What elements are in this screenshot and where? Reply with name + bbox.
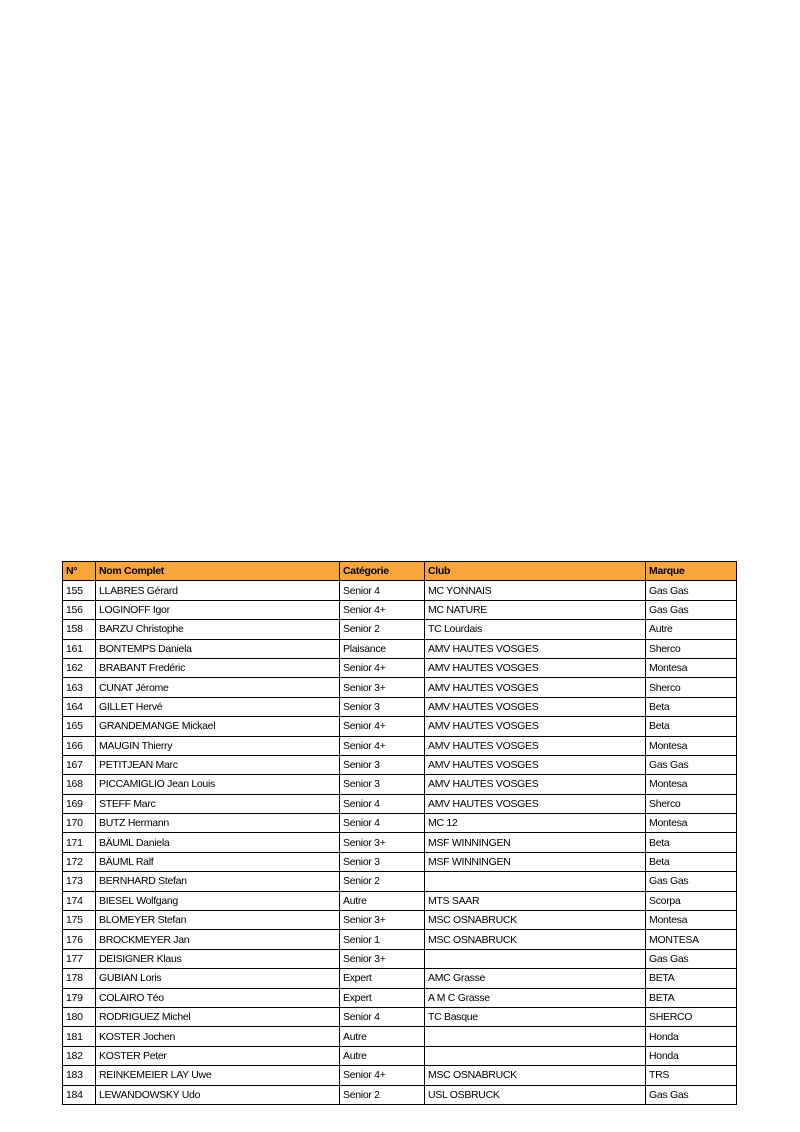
- table-row: [63, 658, 737, 677]
- cell-full-name: BUTZ Hermann: [96, 814, 340, 833]
- cell-category: Senior 4+: [340, 736, 425, 755]
- table-row: [63, 717, 737, 736]
- cell-club: AMV HAUTES VOSGES: [425, 717, 646, 736]
- cell-number: 173: [63, 872, 96, 891]
- cell-category: Senior 4: [340, 794, 425, 813]
- cell-brand: Scorpa: [646, 891, 737, 910]
- cell-category: Senior 4+: [340, 717, 425, 736]
- table-row: [63, 775, 737, 794]
- cell-club: AMV HAUTES VOSGES: [425, 678, 646, 697]
- cell-club: MSF WINNINGEN: [425, 852, 646, 871]
- cell-club: [425, 1046, 646, 1065]
- table-row: [63, 833, 737, 852]
- cell-number: 183: [63, 1066, 96, 1085]
- cell-full-name: REINKEMEIER LAY Uwe: [96, 1066, 340, 1085]
- cell-club: [425, 872, 646, 891]
- cell-number: 167: [63, 755, 96, 774]
- cell-category: Expert: [340, 988, 425, 1007]
- cell-club: AMV HAUTES VOSGES: [425, 775, 646, 794]
- cell-club: A M C Grasse: [425, 988, 646, 1007]
- cell-brand: SHERCO: [646, 1007, 737, 1026]
- cell-club: AMV HAUTES VOSGES: [425, 697, 646, 716]
- table-row: [63, 794, 737, 813]
- cell-club: AMV HAUTES VOSGES: [425, 639, 646, 658]
- cell-club: AMC Grasse: [425, 969, 646, 988]
- cell-full-name: LEWANDOWSKY Udo: [96, 1085, 340, 1104]
- cell-brand: Gas Gas: [646, 1085, 737, 1104]
- cell-category: Senior 3+: [340, 949, 425, 968]
- cell-full-name: BÄUML Daniela: [96, 833, 340, 852]
- cell-number: 163: [63, 678, 96, 697]
- cell-number: 171: [63, 833, 96, 852]
- cell-number: 184: [63, 1085, 96, 1104]
- cell-brand: Sherco: [646, 678, 737, 697]
- cell-category: Autre: [340, 891, 425, 910]
- cell-full-name: BLOMEYER Stefan: [96, 911, 340, 930]
- cell-club: MC YONNAIS: [425, 581, 646, 600]
- cell-number: 179: [63, 988, 96, 1007]
- cell-number: 176: [63, 930, 96, 949]
- cell-category: Senior 3+: [340, 911, 425, 930]
- cell-club: AMV HAUTES VOSGES: [425, 736, 646, 755]
- cell-full-name: COLAIRO Téo: [96, 988, 340, 1007]
- cell-brand: Autre: [646, 620, 737, 639]
- cell-club: [425, 949, 646, 968]
- cell-brand: Honda: [646, 1027, 737, 1046]
- table-row: [63, 1027, 737, 1046]
- header-number: N°: [63, 562, 96, 581]
- cell-category: Autre: [340, 1027, 425, 1046]
- cell-brand: Beta: [646, 833, 737, 852]
- cell-club: USL OSBRUCK: [425, 1085, 646, 1104]
- cell-number: 166: [63, 736, 96, 755]
- cell-brand: Beta: [646, 717, 737, 736]
- cell-category: Senior 4: [340, 1007, 425, 1026]
- table-row: [63, 930, 737, 949]
- table-row: [63, 755, 737, 774]
- table-row: [63, 872, 737, 891]
- cell-club: MSC OSNABRUCK: [425, 1066, 646, 1085]
- header-club: Club: [425, 562, 646, 581]
- cell-number: 180: [63, 1007, 96, 1026]
- cell-full-name: BONTEMPS Daniela: [96, 639, 340, 658]
- cell-number: 164: [63, 697, 96, 716]
- table-row: [63, 988, 737, 1007]
- table-body: [63, 581, 737, 1105]
- cell-club: MC 12: [425, 814, 646, 833]
- cell-club: MTS SAAR: [425, 891, 646, 910]
- cell-brand: Montesa: [646, 736, 737, 755]
- cell-brand: Montesa: [646, 911, 737, 930]
- cell-number: 161: [63, 639, 96, 658]
- cell-full-name: KOSTER Jochen: [96, 1027, 340, 1046]
- cell-brand: Beta: [646, 697, 737, 716]
- cell-full-name: LLABRES Gérard: [96, 581, 340, 600]
- cell-brand: Beta: [646, 852, 737, 871]
- cell-full-name: LOGINOFF Igor: [96, 600, 340, 619]
- table-row: [63, 1007, 737, 1026]
- cell-brand: Montesa: [646, 658, 737, 677]
- cell-category: Senior 3+: [340, 833, 425, 852]
- cell-number: 177: [63, 949, 96, 968]
- cell-category: Senior 4+: [340, 1066, 425, 1085]
- cell-full-name: BARZU Christophe: [96, 620, 340, 639]
- cell-full-name: GUBIAN Loris: [96, 969, 340, 988]
- participants-table: [62, 561, 737, 1105]
- cell-full-name: GRANDEMANGE Mickael: [96, 717, 340, 736]
- cell-number: 178: [63, 969, 96, 988]
- cell-number: 170: [63, 814, 96, 833]
- cell-brand: Gas Gas: [646, 755, 737, 774]
- cell-club: TC Lourdais: [425, 620, 646, 639]
- cell-brand: Gas Gas: [646, 949, 737, 968]
- cell-category: Senior 2: [340, 1085, 425, 1104]
- cell-full-name: PETITJEAN Marc: [96, 755, 340, 774]
- table-row: [63, 852, 737, 871]
- table-row: [63, 678, 737, 697]
- participants-table-container: [62, 561, 736, 1101]
- cell-full-name: RODRIGUEZ Michel: [96, 1007, 340, 1026]
- cell-brand: BETA: [646, 988, 737, 1007]
- table-row: [63, 891, 737, 910]
- header-full-name: Nom Complet: [96, 562, 340, 581]
- table-header-row: [63, 562, 737, 581]
- cell-full-name: BRABANT Fredéric: [96, 658, 340, 677]
- table-row: [63, 814, 737, 833]
- cell-category: Senior 3: [340, 755, 425, 774]
- table-row: [63, 736, 737, 755]
- cell-club: AMV HAUTES VOSGES: [425, 755, 646, 774]
- cell-category: Senior 3: [340, 852, 425, 871]
- cell-full-name: BÄUML Ralf: [96, 852, 340, 871]
- table-row: [63, 581, 737, 600]
- cell-full-name: MAUGIN Thierry: [96, 736, 340, 755]
- cell-full-name: KOSTER Peter: [96, 1046, 340, 1065]
- cell-number: 175: [63, 911, 96, 930]
- cell-category: Senior 3: [340, 775, 425, 794]
- cell-full-name: BERNHARD Stefan: [96, 872, 340, 891]
- cell-brand: Sherco: [646, 639, 737, 658]
- cell-brand: Gas Gas: [646, 600, 737, 619]
- cell-full-name: GILLET Hervé: [96, 697, 340, 716]
- cell-number: 182: [63, 1046, 96, 1065]
- cell-number: 174: [63, 891, 96, 910]
- cell-number: 181: [63, 1027, 96, 1046]
- cell-full-name: PICCAMIGLIO Jean Louis: [96, 775, 340, 794]
- cell-category: Plaisance: [340, 639, 425, 658]
- cell-club: AMV HAUTES VOSGES: [425, 794, 646, 813]
- cell-category: Expert: [340, 969, 425, 988]
- cell-number: 168: [63, 775, 96, 794]
- cell-brand: Honda: [646, 1046, 737, 1065]
- cell-number: 169: [63, 794, 96, 813]
- cell-club: MSC OSNABRUCK: [425, 911, 646, 930]
- cell-category: Senior 4: [340, 581, 425, 600]
- cell-brand: Montesa: [646, 814, 737, 833]
- table-row: [63, 620, 737, 639]
- table-row: [63, 697, 737, 716]
- cell-number: 165: [63, 717, 96, 736]
- header-brand: Marque: [646, 562, 737, 581]
- cell-category: Senior 4+: [340, 658, 425, 677]
- cell-full-name: CUNAT Jérome: [96, 678, 340, 697]
- cell-brand: TRS: [646, 1066, 737, 1085]
- cell-category: Senior 4: [340, 814, 425, 833]
- table-row: [63, 639, 737, 658]
- cell-brand: Gas Gas: [646, 581, 737, 600]
- table-row: [63, 1066, 737, 1085]
- cell-brand: MONTESA: [646, 930, 737, 949]
- cell-category: Senior 3+: [340, 678, 425, 697]
- cell-category: Senior 3: [340, 697, 425, 716]
- cell-full-name: STEFF Marc: [96, 794, 340, 813]
- header-category: Catégorie: [340, 562, 425, 581]
- cell-club: MSF WINNINGEN: [425, 833, 646, 852]
- cell-brand: Gas Gas: [646, 872, 737, 891]
- cell-category: Senior 1: [340, 930, 425, 949]
- cell-category: Autre: [340, 1046, 425, 1065]
- table-row: [63, 949, 737, 968]
- cell-category: Senior 2: [340, 620, 425, 639]
- cell-number: 162: [63, 658, 96, 677]
- cell-brand: Montesa: [646, 775, 737, 794]
- cell-club: TC Basque: [425, 1007, 646, 1026]
- cell-category: Senior 4+: [340, 600, 425, 619]
- table-row: [63, 1046, 737, 1065]
- cell-full-name: BROCKMEYER Jan: [96, 930, 340, 949]
- table-row: [63, 1085, 737, 1104]
- cell-number: 172: [63, 852, 96, 871]
- cell-brand: BETA: [646, 969, 737, 988]
- cell-number: 155: [63, 581, 96, 600]
- cell-full-name: BIESEL Wolfgang: [96, 891, 340, 910]
- cell-club: MSC OSNABRUCK: [425, 930, 646, 949]
- cell-club: AMV HAUTES VOSGES: [425, 658, 646, 677]
- cell-number: 158: [63, 620, 96, 639]
- table-row: [63, 969, 737, 988]
- cell-club: MC NATURE: [425, 600, 646, 619]
- table-row: [63, 600, 737, 619]
- table-row: [63, 911, 737, 930]
- cell-full-name: DEISIGNER Klaus: [96, 949, 340, 968]
- cell-number: 156: [63, 600, 96, 619]
- cell-brand: Sherco: [646, 794, 737, 813]
- cell-category: Senior 2: [340, 872, 425, 891]
- cell-club: [425, 1027, 646, 1046]
